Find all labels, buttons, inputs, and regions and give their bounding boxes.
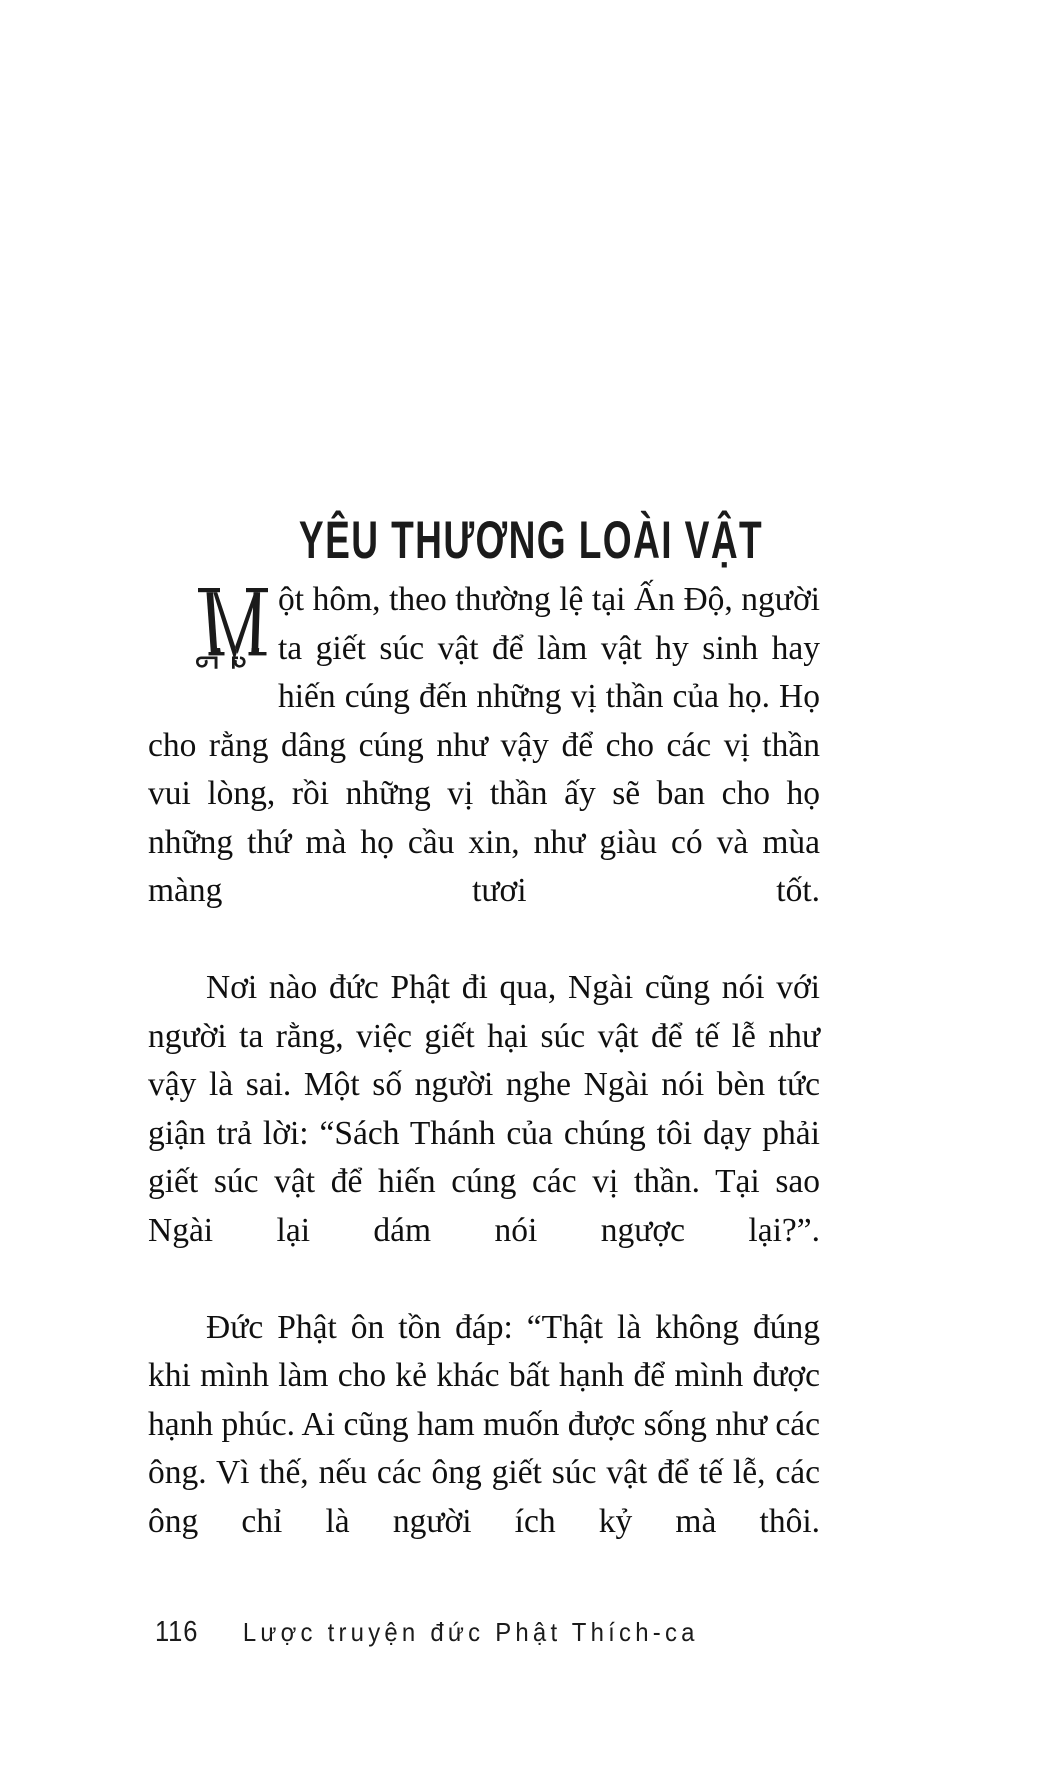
running-title: Lược truyện đức Phật Thích-ca [243,1617,699,1647]
paragraph-1 [148,576,820,964]
paragraph-2 [148,964,820,1304]
paragraph-1-text: ột hôm, theo thường lệ tại Ấn Độ, người ta giết súc vật để làm vật hy sinh hay hiến cúng đến những vị thần của họ. Họ cho rằng dâng cúng như vậy để cho các vị thần vui lòng, rồi những vị thần ấy sẽ ban cho họ những thứ mà họ cầu xin, như giàu có và mùa màng tươi tốt. [148,581,820,909]
paragraph-2-text: Nơi nào đức Phật đi qua, Ngài cũng nói với người ta rằng, việc giết hại súc vật để tế lễ như vậy là sai. Một số người nghe Ngài nói bèn tức giận trả lời: “Sách Thánh của chúng tôi dạy phải giết súc vật để hiến cúng các vị thần. Tại sao Ngài lại dám nói ngược lại?”. [148,969,820,1249]
page-footer [152,1616,719,1649]
paragraph-3 [148,1304,820,1595]
dropcap-m-icon [196,582,276,678]
page-number: 116 [154,1616,199,1648]
page-title: YÊU THƯƠNG LOÀI VẬT [298,510,764,570]
body-text [148,576,820,1595]
paragraph-3-text: Đức Phật ôn tồn đáp: “Thật là không đúng khi mình làm cho kẻ khác bất hạnh để mình được hạnh phúc. Ai cũng ham muốn được sống như các ông. Vì thế, nếu các ông giết súc vật để tế lễ, các ông chỉ là người ích kỷ mà thôi. [148,1308,820,1540]
